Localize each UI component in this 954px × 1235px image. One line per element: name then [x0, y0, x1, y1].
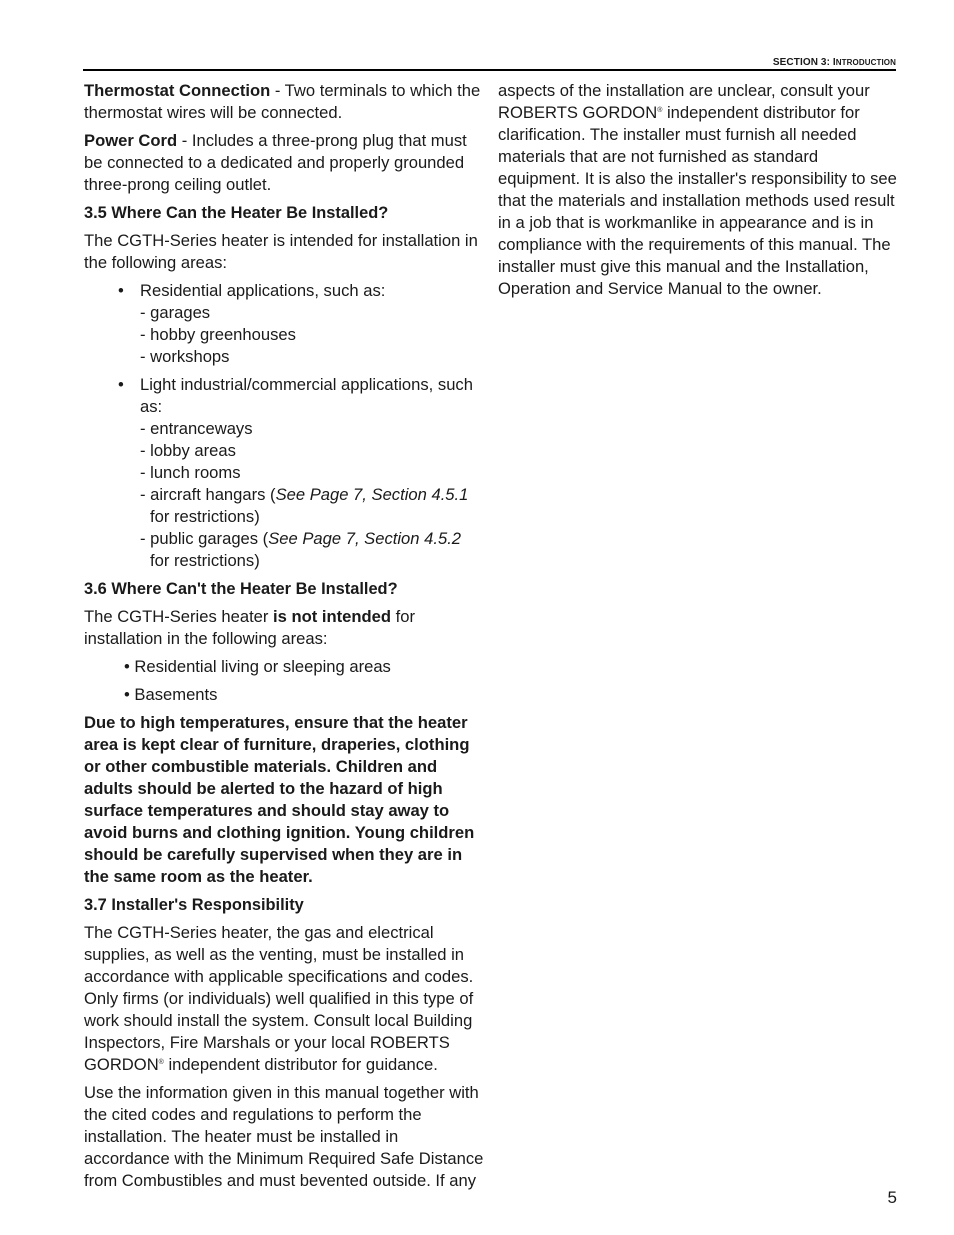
- section-3-7-paragraph-2: Use the information given in this manual together with the cited codes and regulations to perform the installation. The heater must be installed in accordance with the Minimum Required Safe Distance from Combustibles and must bevented outside. If any: [84, 1083, 484, 1190]
- intro-post: for installation in the following areas:: [84, 607, 416, 648]
- power-cord-term: Power Cord: [84, 131, 178, 150]
- installable-areas-list: [84, 280, 484, 572]
- thermostat-paragraph: [84, 80, 484, 124]
- power-cord-desc: - Includes a three-prong plug that must be connected to a dedicated and properly grounded three-prong ceiling outlet.: [84, 131, 467, 194]
- list-item: - entranceways: [140, 419, 253, 438]
- list-item: - lobby areas: [140, 441, 236, 460]
- light-industrial-label: Light industrial/commercial applications, such as:: [140, 375, 473, 416]
- aircraft-post: for restrictions): [150, 507, 260, 526]
- p1-post: independent distributor for guidance.: [163, 1055, 438, 1074]
- intro-bold: is not intended: [273, 607, 392, 626]
- list-item: [140, 484, 484, 528]
- list-item: - workshops: [140, 347, 230, 366]
- aircraft-reference: See Page 7, Section 4.5.1: [275, 485, 469, 504]
- header-title-initial: I: [832, 57, 836, 68]
- section-3-7-heading: 3.7 Installer's Responsibility: [84, 896, 304, 914]
- intro-pre: The CGTH-Series heater: [84, 607, 274, 626]
- left-column: [84, 80, 484, 1198]
- garages-post: for restrictions): [150, 551, 260, 570]
- p1-pre: The CGTH-Series heater, the gas and electrical supplies, as well as the venting, must be installed in accordance with applicable specifications and codes. Only firms (or individuals) well qualified in this type of work should install the system. Consult local Building Inspectors, Fire Marshals or your local ROBERTS GORDON: [84, 923, 474, 1074]
- thermostat-term: Thermostat Connection: [84, 81, 271, 100]
- garages-pre: - public garages (: [140, 529, 269, 548]
- right-post: independent distributor for clarification. The installer must furnish all needed materials that are not furnished as standard equipment. It is also the installer's responsibility to see that the materials and installation methods used result in a job that is workmanlike in appearance and is in compliance with the requirements of this manual. The installer must give this manual and the Installation, Operation and Service Manual to the owner.: [498, 103, 897, 298]
- list-item: • Basements: [124, 685, 218, 704]
- section-3-5-intro: The CGTH-Series heater is intended for installation in the following areas:: [84, 231, 478, 272]
- header-title-rest: NTRODUCTION: [835, 58, 896, 67]
- excluded-areas-list: [84, 656, 484, 706]
- list-item: [118, 374, 484, 572]
- list-item: - garages: [140, 303, 211, 322]
- power-cord-paragraph: [84, 130, 484, 196]
- bullet-icon: •: [118, 375, 124, 394]
- residential-sublist: [140, 302, 484, 368]
- residential-label: Residential applications, such as:: [140, 281, 386, 300]
- header-rule: [83, 69, 896, 71]
- right-column: [498, 80, 898, 306]
- registered-mark: ®: [657, 107, 663, 114]
- page-number: 5: [887, 1188, 897, 1207]
- thermostat-desc: - Two terminals to which the thermostat wires will be connected.: [84, 81, 481, 122]
- aircraft-pre: - aircraft hangars (: [140, 485, 276, 504]
- hazard-warning: Due to high temperatures, ensure that the heater area is kept clear of furniture, draperies, clothing or other combustible materials. Children and adults should be alerted to the hazard of high surface temperatures and should stay away to avoid burns and clothing ignition. Young children should be carefully supervised when they are in the same room as the heater.: [84, 713, 475, 886]
- continued-paragraph: [498, 80, 898, 300]
- garages-reference: See Page 7, Section 4.5.2: [268, 529, 462, 548]
- list-item: - hobby greenhouses: [140, 325, 296, 344]
- bullet-icon: •: [118, 281, 124, 300]
- list-item: - lunch rooms: [140, 463, 241, 482]
- right-pre: aspects of the installation are unclear, consult your ROBERTS GORDON: [498, 81, 870, 122]
- list-item: [140, 528, 484, 572]
- light-industrial-sublist: [140, 418, 484, 572]
- section-3-6-heading: 3.6 Where Can't the Heater Be Installed?: [84, 580, 398, 598]
- section-3-7-paragraph-1: [84, 922, 484, 1076]
- header-section: SECTION 3:: [772, 57, 830, 68]
- section-3-5-heading: 3.5 Where Can the Heater Be Installed?: [84, 204, 389, 222]
- section-3-6-intro: [84, 606, 484, 650]
- list-item: [118, 280, 484, 368]
- list-item: • Residential living or sleeping areas: [124, 657, 391, 676]
- registered-mark: ®: [158, 1059, 164, 1066]
